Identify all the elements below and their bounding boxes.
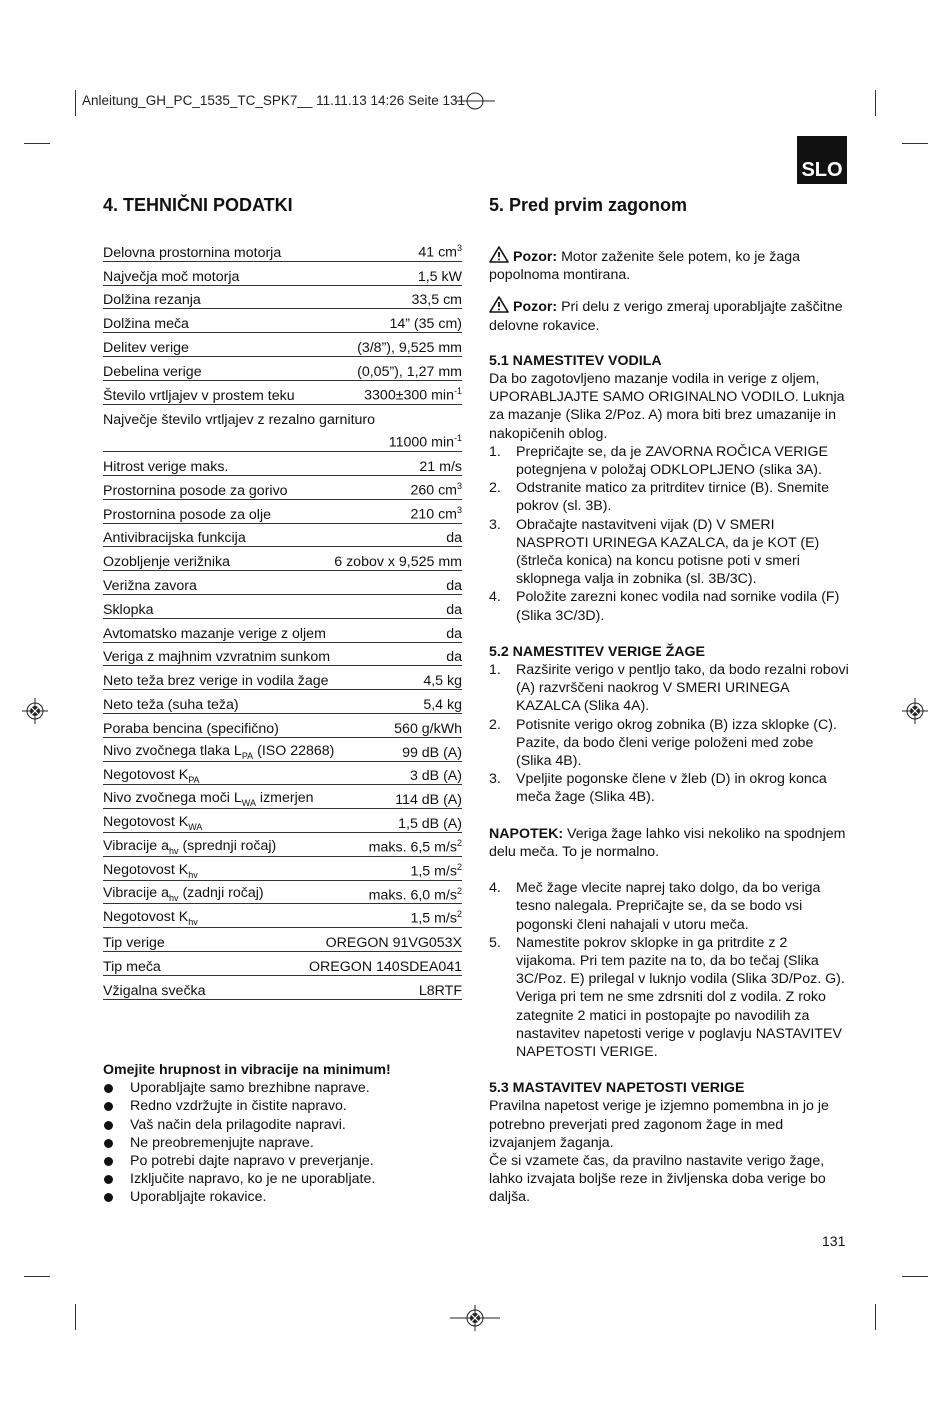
s52-title: 5.2 NAMESTITEV VERIGE ŽAGE	[489, 643, 706, 660]
spec-row	[103, 619, 462, 643]
spec-value: da	[446, 625, 462, 642]
language-tab: SLO	[797, 136, 847, 184]
spec-value: (3/8”), 9,525 mm	[357, 339, 462, 356]
spec-value: 114 dB (A)	[395, 792, 462, 809]
step-item: 1. Prepričajte se, da je ZAVORNA ROČICA VERIGE potegnjena v položaj ODKLOPLJENO (slika 3A).	[489, 443, 828, 479]
step-item: 3. Obračajte nastavitveni vijak (D) V SMERI NASPROTI URINEGA KAZALCA, da je KOT (E) (štrleča konica) na koncu potisne poti v smeri sklopnega valja in zobnika (sl. 3B/3C).	[489, 516, 820, 588]
bullet-icon	[104, 1102, 113, 1111]
spec-row	[103, 333, 462, 357]
spec-value: 1,5 kW	[417, 268, 462, 285]
section-5-title: 5. Pred prvim zagonom	[489, 195, 688, 215]
spec-row	[103, 500, 462, 524]
spec-label: Največje število vrtljajev z rezalno garnituro	[103, 412, 376, 429]
spec-value: 5,4 kg	[423, 696, 462, 713]
spec-row	[103, 595, 462, 619]
spec-row	[103, 428, 462, 452]
spec-value: OREGON 140SDEA041	[309, 958, 462, 975]
spec-value: 1,5 $m/s^2$	[410, 861, 462, 880]
spec-row	[103, 928, 462, 952]
spec-value: 1,5 dB (A)	[398, 815, 462, 832]
tip-item: Po potrebi dajte napravo v preverjanje.	[103, 1152, 463, 1170]
spec-label: Največja moč motorja	[103, 268, 240, 285]
spec-row	[103, 666, 462, 690]
registration-mark-icon	[22, 698, 48, 724]
s51-intro: Da bo zagotovljeno mazanje vodila in verige z oljem, UPORABLJAJTE SAMO ORIGINALNO VODILO. Luknja za mazanje (Slika 2/Poz. A) mora biti brez umazanije in nakopičenih oblog.	[489, 371, 845, 442]
spec-label: Dolžina rezanja	[103, 292, 201, 309]
spec-value: 41 $cm^3$	[418, 243, 462, 261]
spec-row	[103, 547, 462, 571]
spec-row	[103, 690, 462, 714]
crop-mark	[75, 90, 76, 116]
spec-label: Negotovost $K_{hv}$	[103, 909, 198, 928]
spec-label: Negotovost $K_{PA}$	[103, 766, 200, 785]
print-header: Anleitung_GH_PC_1535_TC_SPK7__ 11.11.13 14:26 Seite 131	[82, 93, 466, 108]
spec-label: Neto teža brez verige in vodila žage	[103, 673, 329, 690]
step-item: 5. Namestite pokrov sklopke in ga pritrdite z 2 vijakoma. Pri tem pazite na to, da bo tečaj (Slika 3C/Poz. E) prilegal v luknjo vodila (Slika 3D/Poz. G). Veriga pri tem ne sme zdrsniti dol z vodila. Z roko zategnite 2 matici in postopajte po navodilih za nastavitev napetosti verige v poglavju NASTAVITEV NAPETOSTI VERIGE.	[489, 934, 845, 1060]
spec-value: da	[446, 601, 462, 618]
spec-label: Ozobljenje verižnika	[103, 554, 230, 571]
spec-row	[103, 833, 462, 857]
spec-label: Poraba bencina (specifično)	[103, 720, 279, 737]
spec-row	[103, 952, 462, 976]
tips-list	[103, 1079, 463, 1206]
section-4-title: 4. TEHNIČNI PODATKI	[103, 195, 293, 215]
note-label: NAPOTEK:	[489, 825, 564, 842]
tip-item: Vaš način dela prilagodite napravi.	[103, 1116, 463, 1134]
registration-mark-icon	[450, 1305, 500, 1331]
spec-label: Dolžina meča	[103, 316, 189, 333]
spec-label: Vibracije $a_{hv}$ (sprednji ročaj)	[103, 837, 277, 856]
spec-row	[103, 738, 462, 762]
warning-2	[489, 296, 851, 334]
spec-row	[103, 762, 462, 786]
spec-label: Tip meča	[103, 958, 161, 975]
spec-value: 3300±300 $\min^{-1}$	[364, 385, 462, 404]
spec-value: 560 g/kWh	[394, 720, 462, 737]
spec-label: Število vrtljajev v prostem teku	[103, 387, 295, 404]
step-item: 4. Položite zarezni konec vodila nad sornike vodila (F) (Slika 3C/3D).	[489, 589, 840, 624]
crop-mark	[902, 143, 928, 144]
step-item: 3. Vpeljite pogonske člene v žleb (D) in okrog konca meča žage (Slika 4B).	[489, 771, 827, 806]
spec-row	[103, 643, 462, 667]
warning-1-text: Motor zaženite šele potem, ko je žaga popolnoma montirana.	[489, 249, 801, 284]
spec-value: 6 zobov x 9,525 mm	[334, 554, 462, 571]
bullet-icon	[104, 1175, 113, 1184]
step-item: 2. Potisnite verigo okrog zobnika (B) izza sklopke (C). Pazite, da bodo členi verige položeni med zobe (Slika 4B).	[489, 716, 837, 770]
spec-row	[103, 785, 462, 809]
spec-label: Negotovost $K_{hv}$	[103, 861, 198, 880]
tips-title: Omejite hrupnost in vibracije na minimum!	[103, 1062, 391, 1078]
spec-row	[103, 809, 462, 833]
spec-value: OREGON 91VG053X	[325, 934, 462, 951]
crop-mark	[24, 143, 50, 144]
spec-value: 14” (35 cm)	[389, 316, 462, 333]
spec-row	[103, 976, 462, 1000]
bullet-icon	[104, 1084, 113, 1093]
note	[489, 825, 851, 861]
tip-item: Uporabljajte rokavice.	[103, 1188, 463, 1206]
tip-item: Izključite napravo, ko je ne uporabljate.	[103, 1170, 463, 1188]
s51-steps	[489, 443, 851, 625]
spec-value: (0,05”), 1,27 mm	[357, 363, 462, 380]
warning-2-label: Pozor:	[513, 299, 558, 316]
spec-label: Verižna zavora	[103, 577, 197, 594]
step-item: 2. Odstranite matico za pritrditev tirnice (B). Snemite pokrov (sl. 3B).	[489, 480, 830, 515]
spec-label: Nivo zvočnega tlaka $L_{PA}$ (ISO 22868)	[103, 742, 335, 761]
spec-label: Tip verige	[103, 934, 165, 951]
spec-row	[103, 381, 462, 405]
spec-row	[103, 904, 462, 928]
tip-item: Uporabljajte samo brezhibne naprave.	[103, 1079, 463, 1097]
note-text: Veriga žage lahko visi nekoliko na spodnjem delu meča. To je normalno.	[489, 825, 846, 860]
spec-value: 21 m/s	[419, 458, 462, 475]
step-item: 1. Razširite verigo v pentljo tako, da bodo rezalni robovi (A) razvrščeni naokrog V SMERI URINEGA KAZALCA (Slika 4A).	[489, 662, 849, 715]
spec-label: Hitrost verige maks.	[103, 458, 229, 475]
bullet-icon	[104, 1193, 113, 1202]
crop-mark	[75, 1304, 76, 1330]
spec-row	[103, 286, 462, 310]
spec-value: maks. 6,0 $m/s^2$	[368, 885, 462, 904]
crop-mark	[875, 90, 876, 116]
spec-value: da	[446, 530, 462, 547]
warning-triangle-icon	[489, 246, 509, 263]
spec-value: maks. 6,5 $m/s^2$	[368, 837, 462, 856]
bullet-icon	[104, 1139, 113, 1148]
spec-value: 11000 $\min^{-1}$	[388, 433, 462, 452]
s51-title: 5.1 NAMESTITEV VODILA	[489, 352, 662, 369]
spec-label: Delovna prostornina motorja	[103, 244, 282, 261]
spec-label: Vibracije $a_{hv}$ (zadnji ročaj)	[103, 885, 264, 904]
tip-item: Ne preobremenjujte naprave.	[103, 1134, 463, 1152]
spec-table	[103, 238, 462, 1000]
spec-value: da	[446, 649, 462, 666]
spec-row	[103, 524, 462, 548]
section-5-body	[489, 246, 851, 1207]
spec-value: 3 dB (A)	[409, 768, 462, 785]
spec-row	[103, 262, 462, 286]
bullet-icon	[104, 1121, 113, 1130]
warning-1	[489, 246, 851, 284]
spec-row	[103, 452, 462, 476]
registration-mark-icon	[902, 698, 928, 724]
spec-row	[103, 357, 462, 381]
spec-value: 4,5 kg	[423, 673, 462, 690]
s53-paragraph-2: Če si vzamete čas, da pravilno nastavite verigo žage, lahko izvajata boljše reze in življenska doba verige bo daljša.	[489, 1152, 826, 1206]
spec-row	[103, 714, 462, 738]
spec-value: 99 dB (A)	[402, 744, 462, 761]
s53-title: 5.3 MASTAVITEV NAPETOSTI VERIGE	[489, 1080, 745, 1097]
spec-row	[103, 881, 462, 905]
spec-row	[103, 857, 462, 881]
page-number: 131	[822, 1233, 846, 1249]
spec-label: Debelina verige	[103, 363, 202, 380]
spec-label: Veriga z majhnim vzvratnim sunkom	[103, 649, 331, 666]
spec-label: Negotovost $K_{WA}$	[103, 814, 203, 832]
crop-mark	[902, 1276, 928, 1277]
warning-1-label: Pozor:	[513, 249, 558, 265]
warning-triangle-icon	[489, 296, 509, 313]
spec-row	[103, 571, 462, 595]
tip-item: Redno vzdržujte in čistite napravo.	[103, 1097, 463, 1115]
spec-label: Antivibracijska funkcija	[103, 530, 246, 547]
spec-row	[103, 309, 462, 333]
spec-label: Vžigalna svečka	[103, 982, 206, 999]
spec-value: 33,5 cm	[411, 292, 462, 309]
crop-mark	[875, 1304, 876, 1330]
crop-mark	[24, 1276, 50, 1277]
spec-label: Neto teža (suha teža)	[103, 696, 239, 713]
spec-label: Avtomatsko mazanje verige z oljem	[103, 625, 326, 642]
s52-steps	[489, 661, 851, 807]
spec-value: da	[446, 577, 462, 594]
spec-label: Nivo zvočnega moči $L_{WA}$ izmerjen	[103, 790, 314, 809]
spec-label: Delitev verige	[103, 339, 189, 356]
spec-row	[103, 238, 462, 262]
spec-label: Prostornina posode za gorivo	[103, 482, 288, 499]
tips-block	[103, 1061, 463, 1207]
bullet-icon	[104, 1157, 113, 1166]
spec-value: 1,5 $m/s^2$	[410, 909, 462, 928]
spec-label: Sklopka	[103, 601, 154, 618]
spec-row	[103, 405, 462, 429]
step-item: 4. Meč žage vlecite naprej tako dolgo, da bo veriga tesno nalegala. Prepričajte se, da se bodo vsi pogonski členi nahajali v utoru meča.	[489, 880, 821, 933]
spec-value: L8RTF	[418, 982, 462, 999]
spec-row	[103, 476, 462, 500]
warning-2-text: Pri delu z verigo zmeraj uporabljajte zaščitne delovne rokavice.	[489, 299, 843, 334]
spec-value: 210 $cm^3$	[410, 504, 462, 523]
s53-paragraph-1: Pravilna napetost verige je izjemno pomembna in jo je potrebno preverjati pred zagonom žage in med izvajanjem žaganja.	[489, 1098, 829, 1151]
spec-label: Prostornina posode za olje	[103, 506, 271, 523]
spec-value: 260 $cm^3$	[410, 481, 462, 499]
s52-steps-continued	[489, 879, 851, 1061]
